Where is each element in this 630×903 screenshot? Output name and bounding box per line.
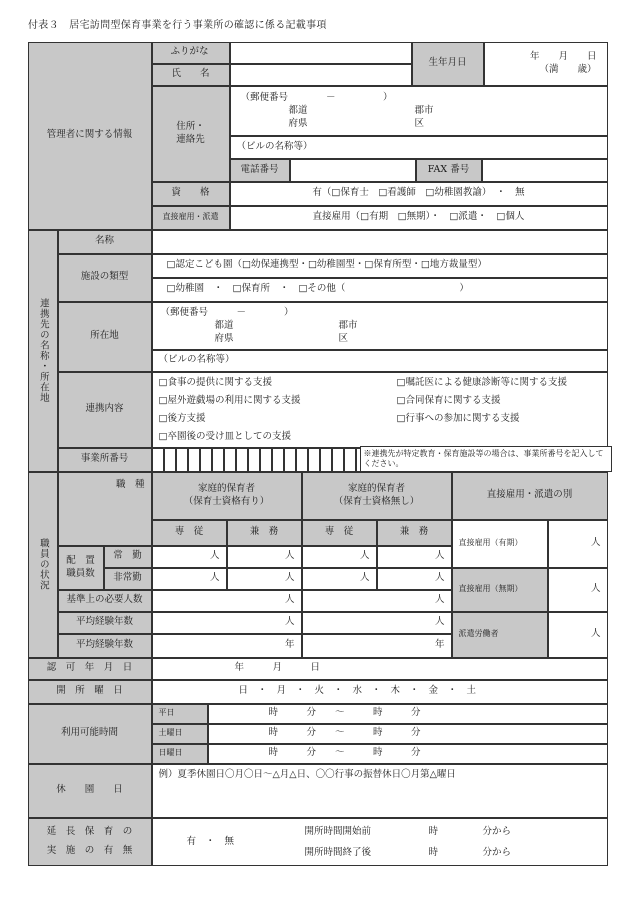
address-fuken: 府県 bbox=[288, 117, 308, 129]
holiday-field[interactable]: 例）夏季休園日〇月〇日～△月△日、〇〇行事の振替休日〇月第△曜日 bbox=[152, 764, 608, 818]
address-label: 住所・ 連絡先 bbox=[152, 86, 230, 182]
hours-saturday-field[interactable]: 時 分 ～ 時 分 bbox=[208, 724, 608, 744]
office-no-box[interactable] bbox=[176, 448, 188, 472]
q-part-fulltime[interactable]: 人 bbox=[227, 546, 302, 568]
fulltime-label: 常 勤 bbox=[104, 546, 152, 568]
open-days-field[interactable]: 日 ・ 月 ・ 火 ・ 水 ・ 木 ・ 金 ・ 土 bbox=[152, 680, 608, 704]
extended-after-min: 分から bbox=[482, 846, 512, 858]
office-no-box[interactable] bbox=[164, 448, 176, 472]
content-field[interactable] bbox=[152, 372, 608, 448]
furigana-label: ふりがな bbox=[152, 42, 230, 64]
hours-saturday-label: 土曜日 bbox=[152, 724, 208, 744]
facility-type-line2[interactable]: □幼稚園 ・ □保育所 ・ □その他（ ） bbox=[152, 278, 608, 302]
content-item-joint[interactable]: □合同保育に関する支援 bbox=[396, 394, 501, 406]
col-qualified: 家庭的保育者 （保育士資格有り） bbox=[152, 472, 302, 520]
office-no-box[interactable] bbox=[320, 448, 332, 472]
content-item-playground[interactable]: □屋外遊戯場の利用に関する支援 bbox=[158, 394, 301, 406]
tel-label: 電話番号 bbox=[230, 159, 290, 182]
u-part-parttime[interactable]: 人 bbox=[377, 568, 452, 590]
q-full-parttime[interactable]: 人 bbox=[152, 568, 227, 590]
direct-fixed-label: 直接雇用（有期） bbox=[452, 520, 548, 568]
address-todo: 都道 bbox=[288, 104, 308, 116]
extended-before-hour: 時 bbox=[428, 825, 439, 837]
q-part-parttime[interactable]: 人 bbox=[227, 568, 302, 590]
avg-exp-label-2: 平均経験年数 bbox=[58, 634, 152, 658]
extended-after-label: 開所時間終了後 bbox=[304, 846, 372, 858]
hours-weekday-label: 平日 bbox=[152, 704, 208, 724]
address-gunshi: 郡市 bbox=[414, 104, 434, 116]
parttime-label: 非常勤 bbox=[104, 568, 152, 590]
qualification-label: 資 格 bbox=[152, 182, 230, 206]
office-no-box[interactable] bbox=[284, 448, 296, 472]
birth-ymd: 年 月 日 bbox=[529, 50, 597, 62]
direct-fixed-count[interactable]: 人 bbox=[548, 520, 608, 568]
location-postal: （郵便番号 － ） bbox=[160, 306, 294, 318]
office-no-box[interactable] bbox=[272, 448, 284, 472]
office-no-box[interactable] bbox=[188, 448, 200, 472]
hours-sunday-field[interactable]: 時 分 ～ 時 分 bbox=[208, 744, 608, 764]
job-type-label: 職 種 bbox=[58, 472, 152, 546]
office-no-box[interactable] bbox=[236, 448, 248, 472]
office-no-box[interactable] bbox=[248, 448, 260, 472]
extended-before-label: 開所時間開始前 bbox=[304, 825, 372, 837]
avg-exp-label-1: 平均経験年数 bbox=[58, 612, 152, 634]
furigana-field[interactable] bbox=[230, 42, 412, 64]
address-ku: 区 bbox=[414, 117, 425, 129]
content-item-meal[interactable]: □食事の提供に関する支援 bbox=[158, 376, 272, 388]
location-field[interactable] bbox=[152, 302, 608, 350]
building-field[interactable]: （ビルの名称等） bbox=[230, 136, 608, 159]
required-unqualified[interactable]: 人 bbox=[302, 590, 452, 612]
avg-exp-1-qualified[interactable]: 人 bbox=[152, 612, 302, 634]
avg-exp-2-qualified[interactable]: 年 bbox=[152, 634, 302, 658]
employment-label: 直接雇用・派遣 bbox=[152, 206, 230, 230]
employment-field[interactable]: 直接雇用（□有期 □無期）・ □派遣・ □個人 bbox=[230, 206, 608, 230]
location-gunshi: 郡市 bbox=[338, 319, 358, 331]
office-no-note: ※連携先が特定教育・保育施設等の場合は、事業所番号を記入してください。 bbox=[360, 446, 612, 472]
q-full-fulltime[interactable]: 人 bbox=[152, 546, 227, 568]
hours-label: 利用可能時間 bbox=[28, 704, 152, 764]
staff-section-label: 職員の状況 bbox=[28, 472, 58, 658]
u-part-fulltime[interactable]: 人 bbox=[377, 546, 452, 568]
fax-field[interactable] bbox=[482, 159, 608, 182]
partner-section-label: 連携先の名称・所在地 bbox=[28, 230, 58, 472]
fax-label: FAX 番号 bbox=[416, 159, 482, 182]
office-no-box[interactable] bbox=[152, 448, 164, 472]
u-full-header: 専 従 bbox=[302, 520, 377, 546]
manager-section-label: 管理者に関する情報 bbox=[28, 42, 152, 230]
form-caption: 付表３ 居宅訪問型保育事業を行う事業所の確認に係る記載事項 bbox=[28, 20, 327, 31]
dispatch-label: 派遣労働者 bbox=[452, 612, 548, 658]
office-no-box[interactable] bbox=[224, 448, 236, 472]
u-full-parttime[interactable]: 人 bbox=[302, 568, 377, 590]
facility-type-label: 施設の類型 bbox=[58, 254, 152, 302]
location-fuken: 府県 bbox=[214, 332, 234, 344]
location-todo: 都道 bbox=[214, 319, 234, 331]
office-no-label: 事業所番号 bbox=[58, 448, 152, 472]
office-no-box[interactable] bbox=[344, 448, 356, 472]
dispatch-count[interactable]: 人 bbox=[548, 612, 608, 658]
location-building[interactable]: （ビルの名称等） bbox=[152, 350, 608, 372]
content-item-graduate[interactable]: □卒園後の受け皿としての支援 bbox=[158, 430, 291, 442]
content-item-health[interactable]: □嘱託医による健康診断等に関する支援 bbox=[396, 376, 567, 388]
hours-weekday-field[interactable]: 時 分 ～ 時 分 bbox=[208, 704, 608, 724]
extended-care-label: 延 長 保 育 の 実 施 の 有 無 bbox=[28, 818, 152, 866]
approval-date-label: 認 可 年 月 日 bbox=[28, 658, 152, 680]
direct-indef-label: 直接雇用（無期） bbox=[452, 568, 548, 612]
approval-date-field[interactable]: 年 月 日 bbox=[152, 658, 608, 680]
extended-choice[interactable]: 有 ・ 無 bbox=[186, 835, 235, 847]
u-part-header: 兼 務 bbox=[377, 520, 452, 546]
facility-type-line1[interactable]: □認定こども園（□幼保連携型・□幼稚園型・□保育所型・□地方裁量型） bbox=[152, 254, 608, 278]
staff-count-label: 配 置 職員数 bbox=[58, 546, 104, 590]
name-label: 氏 名 bbox=[152, 64, 230, 86]
content-item-event[interactable]: □行事への参加に関する支援 bbox=[396, 412, 520, 424]
birth-label: 生年月日 bbox=[412, 42, 484, 86]
office-no-box[interactable] bbox=[332, 448, 344, 472]
q-part-header: 兼 務 bbox=[227, 520, 302, 546]
extended-after-hour: 時 bbox=[428, 846, 439, 858]
birth-field[interactable] bbox=[484, 42, 608, 86]
u-full-fulltime[interactable]: 人 bbox=[302, 546, 377, 568]
open-days-label: 開 所 曜 日 bbox=[28, 680, 152, 704]
office-no-box[interactable] bbox=[308, 448, 320, 472]
qualification-field[interactable]: 有（□保育士 □看護師 □幼稚園教諭） ・ 無 bbox=[230, 182, 608, 206]
partner-name-label: 名称 bbox=[58, 230, 152, 254]
address-postal: （郵便番号 － ） bbox=[240, 91, 393, 103]
partner-name-field[interactable] bbox=[152, 230, 608, 254]
confirmation-form bbox=[28, 42, 608, 866]
q-full-header: 専 従 bbox=[152, 520, 227, 546]
location-label: 所在地 bbox=[58, 302, 152, 372]
office-no-box[interactable] bbox=[296, 448, 308, 472]
office-no-box[interactable] bbox=[260, 448, 272, 472]
extended-care-field[interactable] bbox=[152, 818, 608, 866]
required-label: 基準上の必要人数 bbox=[58, 590, 152, 612]
direct-indef-count[interactable]: 人 bbox=[548, 568, 608, 612]
location-ku: 区 bbox=[338, 332, 349, 344]
office-no-box[interactable] bbox=[200, 448, 212, 472]
name-field[interactable] bbox=[230, 64, 412, 86]
office-no-box[interactable] bbox=[212, 448, 224, 472]
address-field[interactable] bbox=[230, 86, 608, 136]
avg-exp-2-unqualified[interactable]: 年 bbox=[302, 634, 452, 658]
tel-field[interactable] bbox=[290, 159, 416, 182]
content-label: 連携内容 bbox=[58, 372, 152, 448]
holiday-label: 休 園 日 bbox=[28, 764, 152, 818]
direct-fixed-cell bbox=[452, 520, 548, 568]
extended-before-min: 分から bbox=[482, 825, 512, 837]
birth-age: （満 歳） bbox=[539, 63, 597, 75]
col-unqualified: 家庭的保育者 （保育士資格無し） bbox=[302, 472, 452, 520]
col-employment: 直接雇用・派遣の別 bbox=[452, 472, 608, 520]
hours-sunday-label: 日曜日 bbox=[152, 744, 208, 764]
content-item-backup[interactable]: □後方支援 bbox=[158, 412, 206, 424]
required-qualified[interactable]: 人 bbox=[152, 590, 302, 612]
avg-exp-1-unqualified[interactable]: 人 bbox=[302, 612, 452, 634]
